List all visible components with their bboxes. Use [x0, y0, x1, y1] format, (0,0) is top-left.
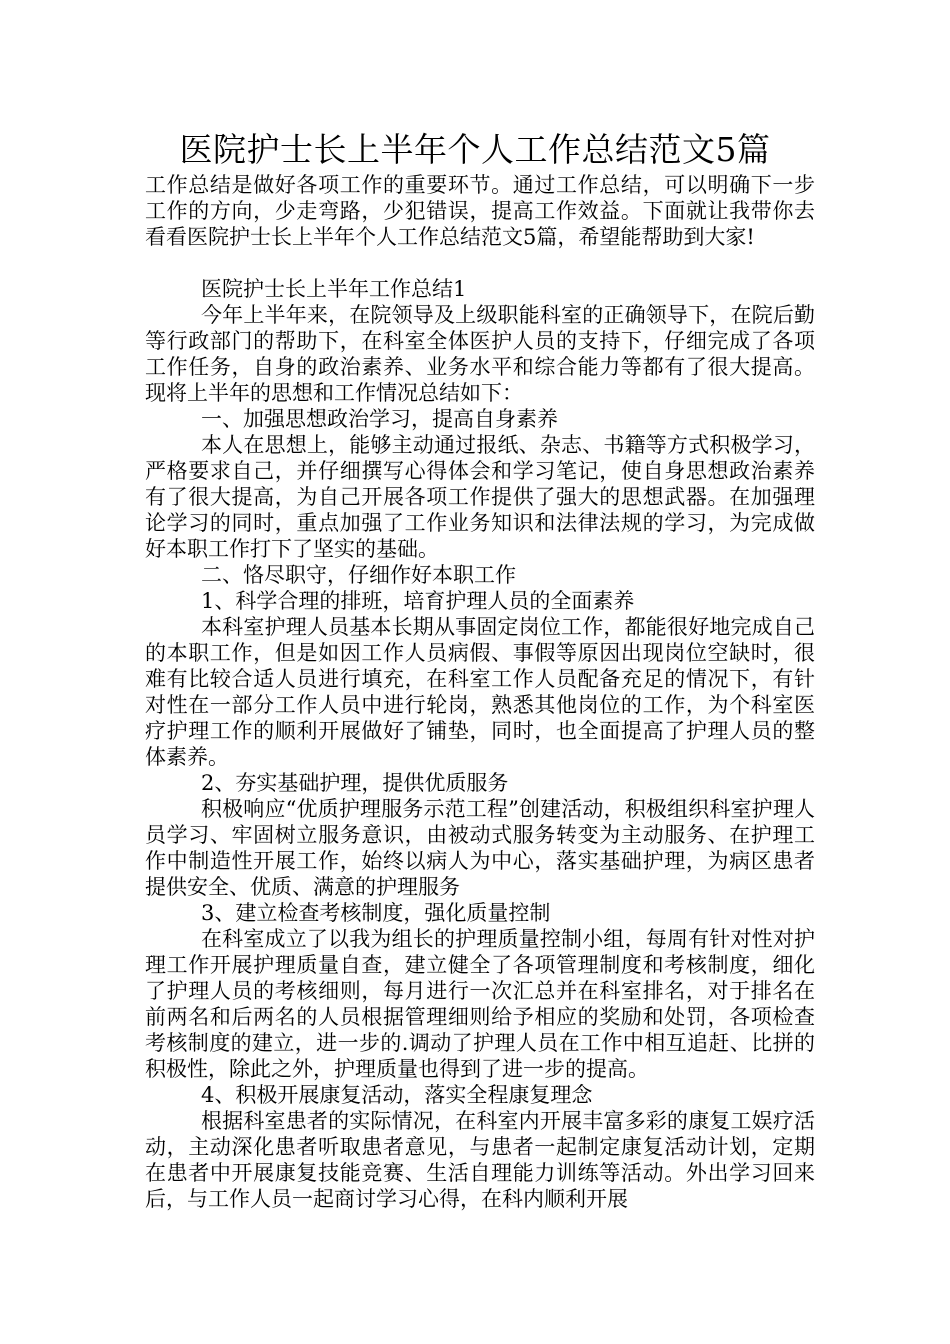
paragraph-basic-care: 积极响应“优质护理服务示范工程”创建活动，积极组织科室护理人员学习、牢固树立服务意识，由被动式服务转变为主动服务、在护理工作中制造性开展工作，始终以病人为中心，落实基础护理，为病区患者提供安全、优质、满意的护理服务	[145, 797, 815, 899]
intro-paragraph: 工作总结是做好各项工作的重要环节。通过工作总结，可以明确下一步工作的方向，少走弯路，少犯错误，提高工作效益。下面就让我带你去看看医院护士长上半年个人工作总结范文5篇，希望能帮助到大家!	[145, 173, 815, 249]
subheading-rehabilitation: 4、积极开展康复活动，落实全程康复理念	[201, 1083, 593, 1107]
document-body	[145, 172, 815, 1212]
subheading-basic-care: 2、夯实基础护理，提供优质服务	[201, 771, 509, 795]
section-heading: 医院护士长上半年工作总结1	[201, 277, 467, 301]
paragraph-quality-control: 在科室成立了以我为组长的护理质量控制小组，每周有针对性对护理工作开展护理质量自查，建立健全了各项管理制度和考核制度，细化了护理人员的考核细则，每月进行一次汇总并在科室排名，对于排名在前两名和后两名的人员根据管理细则给予相应的奖励和处罚，各项检查考核制度的建立，进一步的.调动了护理人员在工作中相互追赶、比拼的积极性，除此之外，护理质量也得到了进一步的提高。	[145, 927, 815, 1081]
paragraph-opening: 今年上半年来，在院领导及上级职能科室的正确领导下，在院后勤等行政部门的帮助下，在科室全体医护人员的支持下，仔细完成了各项工作任务，自身的政治素养、业务水平和综合能力等都有了很大提高。现将上半年的思想和工作情况总结如下：	[145, 303, 815, 405]
paragraph-political-study: 本人在思想上，能够主动通过报纸、杂志、书籍等方式积极学习，严格要求自己，并仔细撰写心得体会和学习笔记，使自身思想政治素养有了很大提高，为自己开展各项工作提供了强大的思想武器。在加强理论学习的同时，重点加强了工作业务知识和法律法规的学习，为完成做好本职工作打下了坚实的基础。	[145, 433, 815, 561]
subheading-duties: 二、恪尽职守，仔细作好本职工作	[201, 563, 516, 587]
document-title: 医院护士长上半年个人工作总结范文5篇	[179, 130, 771, 169]
subheading-quality-control: 3、建立检查考核制度，强化质量控制	[201, 901, 551, 925]
subheading-political-study: 一、加强思想政治学习，提高自身素养	[201, 407, 558, 431]
paragraph-scheduling: 本科室护理人员基本长期从事固定岗位工作，都能很好地完成自己的本职工作，但是如因工作人员病假、事假等原因出现岗位空缺时，很难有比较合适人员进行填充，在科室工作人员配备充足的情况下，有针对性在一部分工作人员中进行轮岗，熟悉其他岗位的工作，为个科室医疗护理工作的顺利开展做好了铺垫，同时，也全面提高了护理人员的整体素养。	[145, 615, 815, 769]
subheading-scheduling: 1、科学合理的排班，培育护理人员的全面素养	[201, 589, 635, 613]
paragraph-rehabilitation: 根据科室患者的实际情况，在科室内开展丰富多彩的康复工娱疗活动，主动深化患者听取患者意见，与患者一起制定康复活动计划，定期在患者中开展康复技能竞赛、生活自理能力训练等活动。外出学习回来后，与工作人员一起商讨学习心得，在科内顺利开展	[145, 1109, 815, 1211]
